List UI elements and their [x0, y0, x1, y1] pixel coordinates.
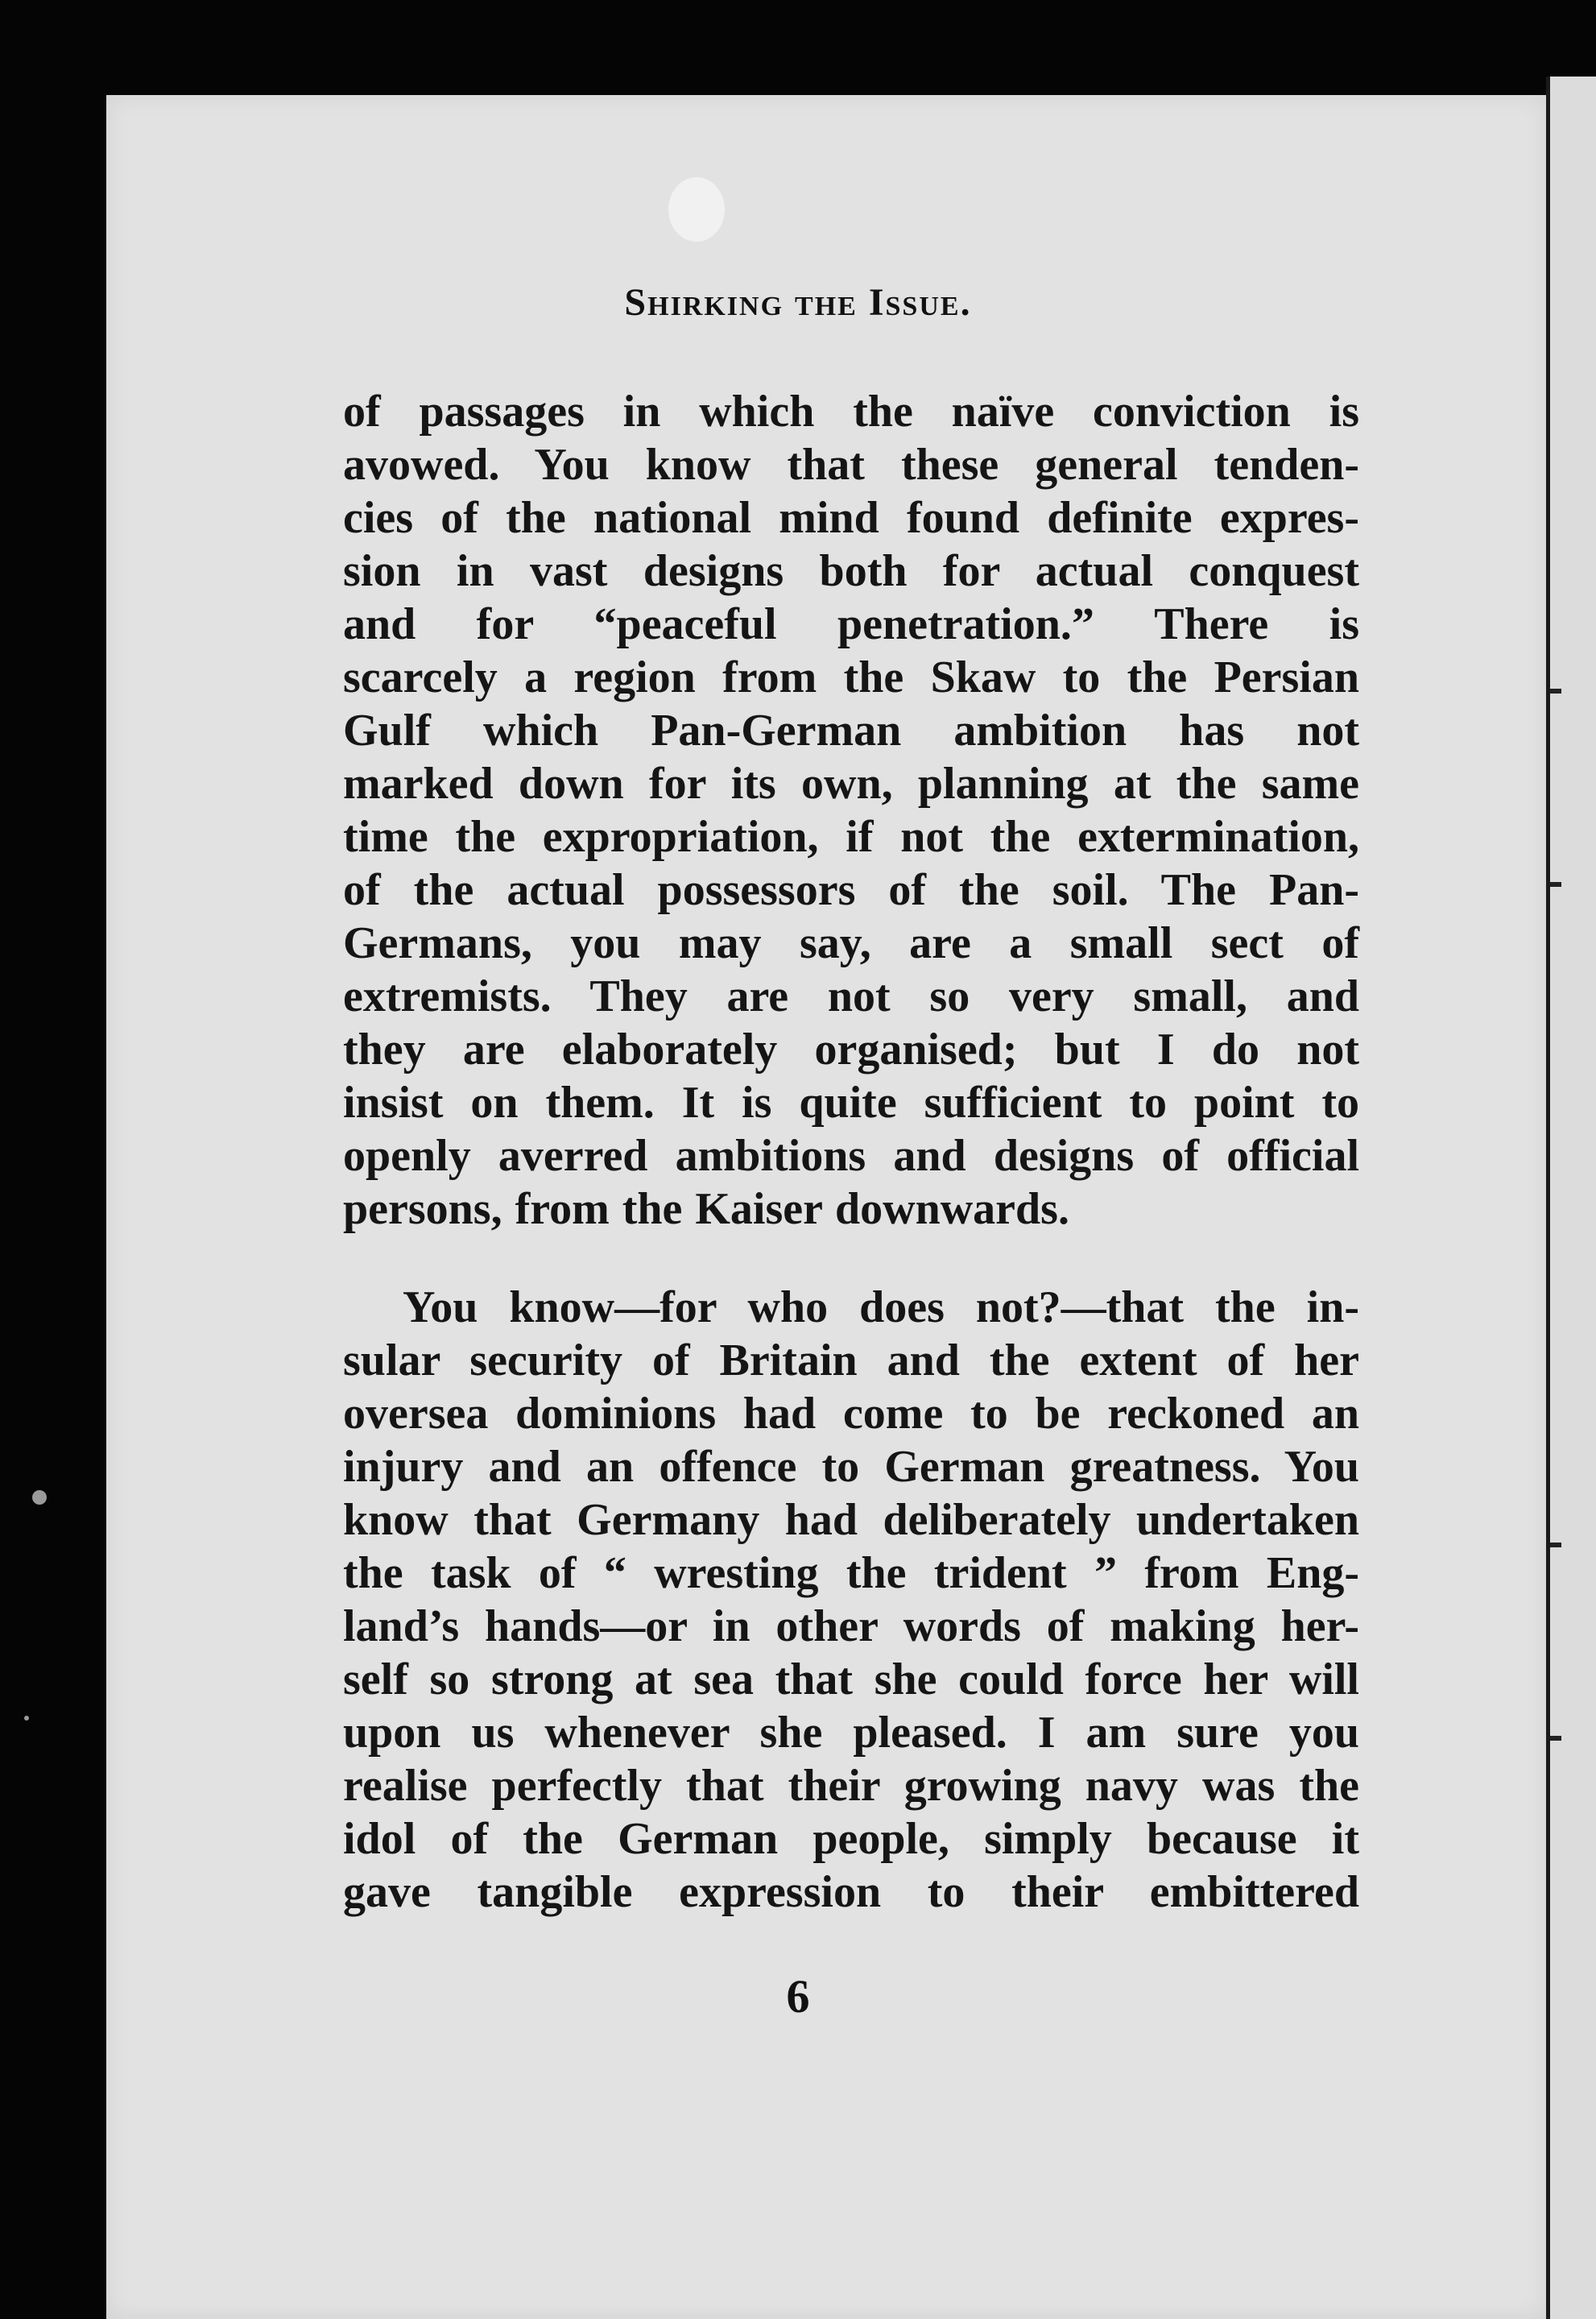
text-line: avowed. You know that these general tenden-	[343, 440, 1359, 490]
scan-speck	[24, 1716, 29, 1721]
text-line: the task of “ wresting the trident ” from Eng-	[343, 1548, 1359, 1598]
text-line: insist on them. It is quite sufficient to point to	[343, 1078, 1359, 1128]
text-line: upon us whenever she pleased. I am sure you	[343, 1708, 1359, 1758]
text-line: of the actual possessors of the soil. The Pan-	[343, 865, 1359, 915]
paragraph-1	[343, 385, 1359, 1236]
edge-mark	[1550, 1736, 1561, 1741]
paragraph-2	[343, 1281, 1359, 1919]
text-line: self so strong at sea that she could force her will	[343, 1654, 1359, 1704]
text-line: oversea dominions had come to be reckoned an	[343, 1389, 1359, 1439]
text-line: marked down for its own, planning at the same	[343, 759, 1359, 809]
running-head-first: Shirking	[624, 281, 784, 324]
text-line: sular security of Britain and the extent of her	[343, 1335, 1359, 1385]
paragraph-gap	[343, 1236, 1359, 1281]
text-line: gave tangible expression to their embittered	[343, 1867, 1359, 1917]
body-text	[343, 385, 1359, 1919]
paper-blemish	[668, 177, 725, 242]
scan-speck	[32, 1490, 47, 1505]
running-head-last: Issue.	[868, 281, 972, 324]
text-line: know that Germany had deliberately undertaken	[343, 1495, 1359, 1545]
text-line: they are elaborately organised; but I do not	[343, 1025, 1359, 1075]
text-line: sion in vast designs both for actual conquest	[343, 546, 1359, 596]
edge-mark	[1550, 689, 1561, 694]
running-head	[0, 280, 1596, 325]
page-number: 6	[786, 1970, 810, 2023]
text-line: scarcely a region from the Skaw to the Persian	[343, 652, 1359, 702]
text-line: extremists. They are not so very small, and	[343, 971, 1359, 1021]
text-line: idol of the German people, simply because it	[343, 1814, 1359, 1864]
text-line: realise perfectly that their growing navy was the	[343, 1761, 1359, 1811]
text-line: land’s hands—or in other words of making her-	[343, 1601, 1359, 1651]
text-line: injury and an offence to German greatness. You	[343, 1442, 1359, 1492]
text-line: Germans, you may say, are a small sect of	[343, 918, 1359, 968]
text-line: persons, from the Kaiser downwards.	[343, 1184, 1069, 1234]
edge-mark	[1550, 1543, 1561, 1547]
running-head-middle: the	[795, 281, 858, 324]
text-line: cies of the national mind found definite expres-	[343, 493, 1359, 543]
text-line: Gulf which Pan-German ambition has not	[343, 706, 1359, 756]
text-line: You know—for who does not?—that the in-	[403, 1282, 1359, 1332]
text-line: and for “peaceful penetration.” There is	[343, 599, 1359, 649]
text-line: time the expropriation, if not the extermination,	[343, 812, 1359, 862]
text-line: openly averred ambitions and designs of official	[343, 1131, 1359, 1181]
text-line: of passages in which the naïve conviction is	[343, 387, 1359, 437]
edge-mark	[1550, 882, 1561, 887]
